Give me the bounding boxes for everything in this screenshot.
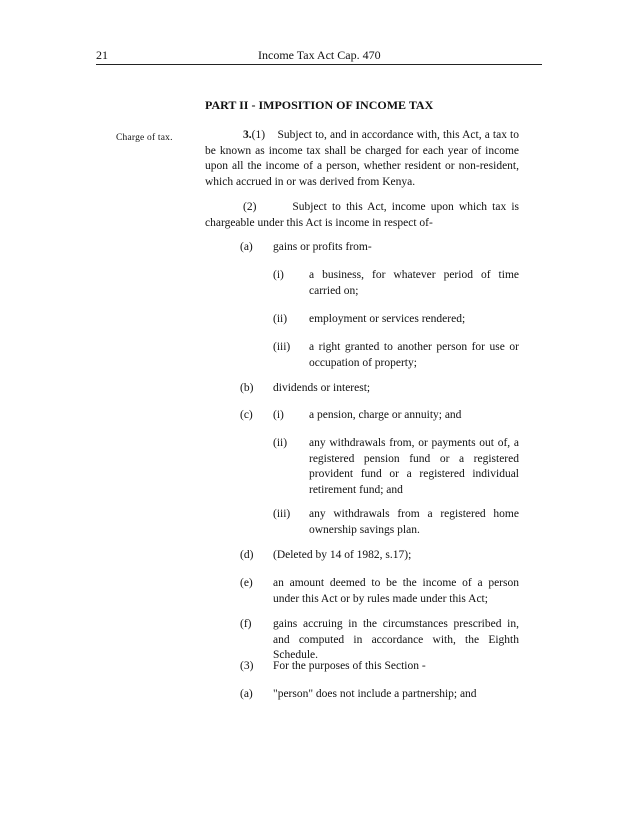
para-b-label: (b) <box>240 382 254 394</box>
subsection-3-para-a-label: (a) <box>240 688 253 700</box>
subsection-3-text: For the purposes of this Section - <box>273 660 426 672</box>
section-number: 3. <box>243 129 252 141</box>
para-c-i-label: (i) <box>273 409 284 421</box>
para-a-iii-label: (iii) <box>273 341 291 353</box>
subsection-1-text: Subject to, and in accordance with, this Act, a tax to be known as income tax shall be charged for each year of income upon all the income of a person, whether resident or non-resident, which accrued in or was derived from Kenya. <box>205 129 520 188</box>
para-f-label: (f) <box>240 618 252 630</box>
para-c-iii-label: (iii) <box>273 508 291 520</box>
margin-note: Charge of tax. <box>116 133 173 143</box>
subsection-2-text: Subject to this Act, income upon which tax is chargeable under this Act is income in respect of- <box>205 201 519 229</box>
para-a-i-label: (i) <box>273 269 284 281</box>
para-d-text: (Deleted by 14 of 1982, s.17); <box>273 549 412 561</box>
para-a-i-text: a business, for whatever period of time carried on; <box>309 269 519 297</box>
subsection-3-para-a-text: "person" does not include a partnership; and <box>273 688 477 700</box>
para-d-label: (d) <box>240 549 254 561</box>
para-c-i-text: a pension, charge or annuity; and <box>309 409 462 421</box>
para-e-label: (e) <box>240 577 253 589</box>
running-title: Income Tax Act Cap. 470 <box>258 48 381 62</box>
para-c-ii-text: any withdrawals from, or payments out of, a registered pension fund or a registered provident fund or a registered individual retirement fund; and <box>309 437 519 496</box>
para-a-label: (a) <box>240 241 253 253</box>
para-a-iii-text: a right granted to another person for use or occupation of property; <box>309 341 519 369</box>
subsection-1 <box>205 128 519 190</box>
subsection-3-label: (3) <box>240 660 254 672</box>
subsection-2-label: (2) <box>243 201 257 213</box>
para-a-ii-label: (ii) <box>273 313 288 325</box>
para-b-text: dividends or interest; <box>273 382 371 394</box>
page-number: 21 <box>96 48 108 62</box>
para-c-label: (c) <box>240 409 253 421</box>
subsection-2 <box>205 200 519 231</box>
para-c-iii-text: any withdrawals from a registered home ownership savings plan. <box>309 508 519 536</box>
para-c-ii-label: (ii) <box>273 437 288 449</box>
subsection-1-label: (1) <box>251 129 266 141</box>
para-a-text: gains or profits from- <box>273 241 372 253</box>
header-rule <box>96 64 542 65</box>
para-f-text: gains accruing in the circumstances prescribed in, and computed in accordance with, the Eighth Schedule. <box>273 618 519 661</box>
para-e-text: an amount deemed to be the income of a person under this Act or by rules made under this Act; <box>273 577 519 605</box>
part-title: PART II - IMPOSITION OF INCOME TAX <box>205 98 434 112</box>
para-a-ii-text: employment or services rendered; <box>309 313 466 325</box>
